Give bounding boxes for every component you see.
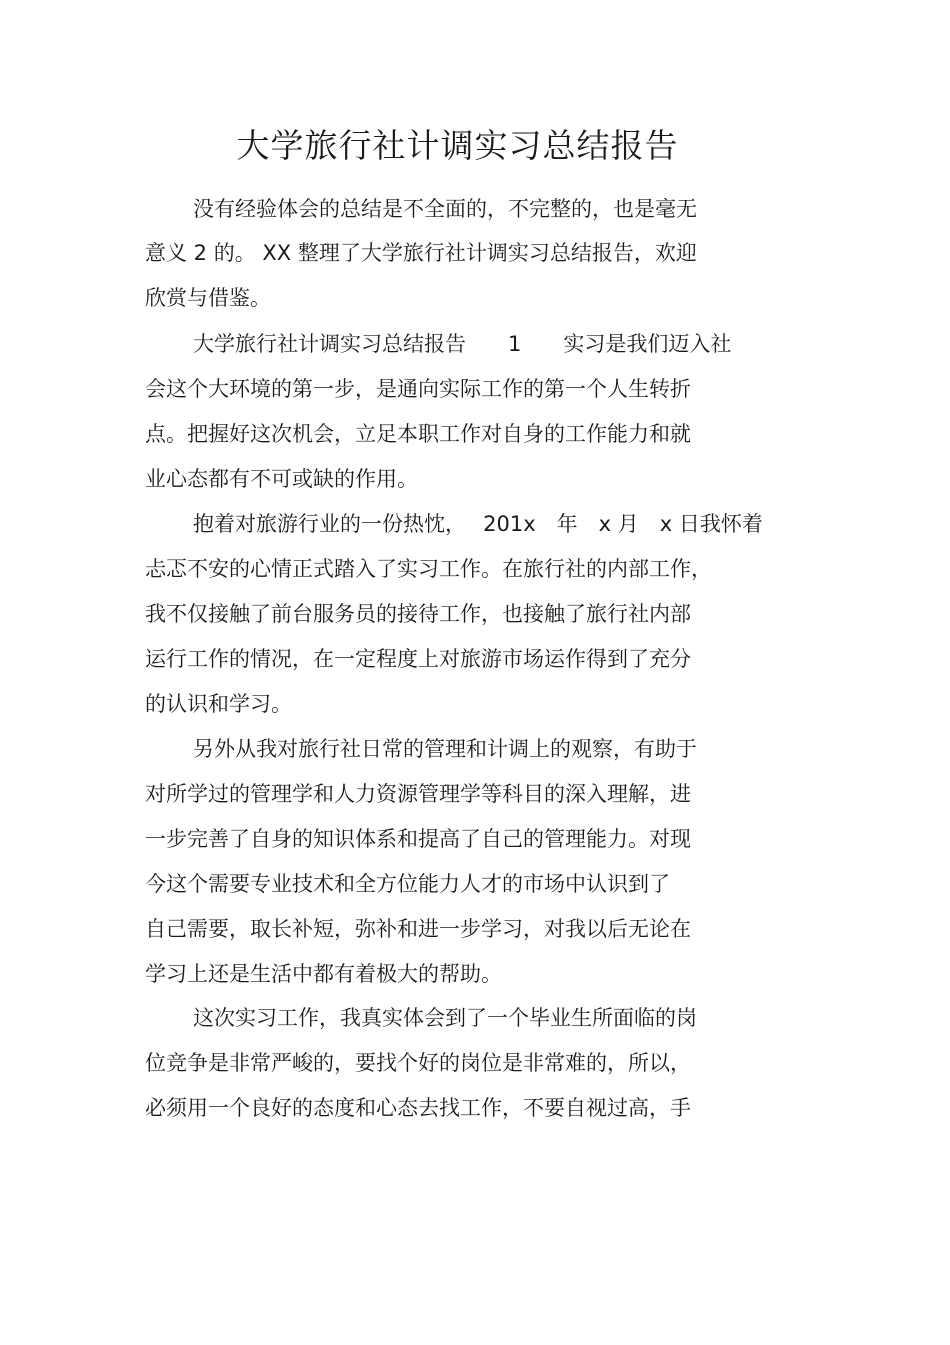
paragraph-line: 大学旅行社计调实习总结报告 1 实习是我们迈入社 [193,332,732,356]
paragraph-line: 位竞争是非常严峻的，要找个好的岗位是非常难的，所以， [145,1051,691,1075]
paragraph-line: 点。把握好这次机会，立足本职工作对自身的工作能力和就 [145,422,691,446]
paragraph-line: 必须用一个良好的态度和心态去找工作，不要自视过高，手 [145,1096,691,1120]
paragraph-line: 另外从我对旅行社日常的管理和计调上的观察，有助于 [193,737,697,761]
paragraph-line: 学习上还是生活中都有着极大的帮助。 [145,962,502,986]
paragraph-line: 我不仅接触了前台服务员的接待工作，也接触了旅行社内部 [145,602,691,626]
paragraph-line: 运行工作的情况，在一定程度上对旅游市场运作得到了充分 [145,647,691,671]
paragraph-line: 忐忑不安的心情正式踏入了实习工作。在旅行社的内部工作， [145,557,712,581]
paragraph-line: 今这个需要专业技术和全方位能力人才的市场中认识到了 [145,872,670,896]
paragraph-line: 欣赏与借鉴。 [145,286,271,310]
paragraph-line: 对所学过的管理学和人力资源管理学等科目的深入理解，进 [145,782,691,806]
document-title: 大学旅行社计调实习总结报告 [236,126,679,165]
paragraph-line: 没有经验体会的总结是不全面的，不完整的，也是毫无 [193,197,697,221]
paragraph-line: 意义 2 的。 XX 整理了大学旅行社计调实习总结报告，欢迎 [145,241,697,265]
paragraph-line: 业心态都有不可或缺的作用。 [145,467,418,491]
paragraph-line: 会这个大环境的第一步，是通向实际工作的第一个人生转折 [145,377,691,401]
paragraph-line: 抱着对旅游行业的一份热忱， 201x 年 x 月 x 日我怀着 [193,512,763,536]
paragraph-line: 这次实习工作，我真实体会到了一个毕业生所面临的岗 [193,1006,697,1030]
paragraph-line: 的认识和学习。 [145,692,292,716]
paragraph-line: 自己需要，取长补短，弥补和进一步学习，对我以后无论在 [145,917,691,941]
paragraph-line: 一步完善了自身的知识体系和提高了自己的管理能力。对现 [145,827,691,851]
